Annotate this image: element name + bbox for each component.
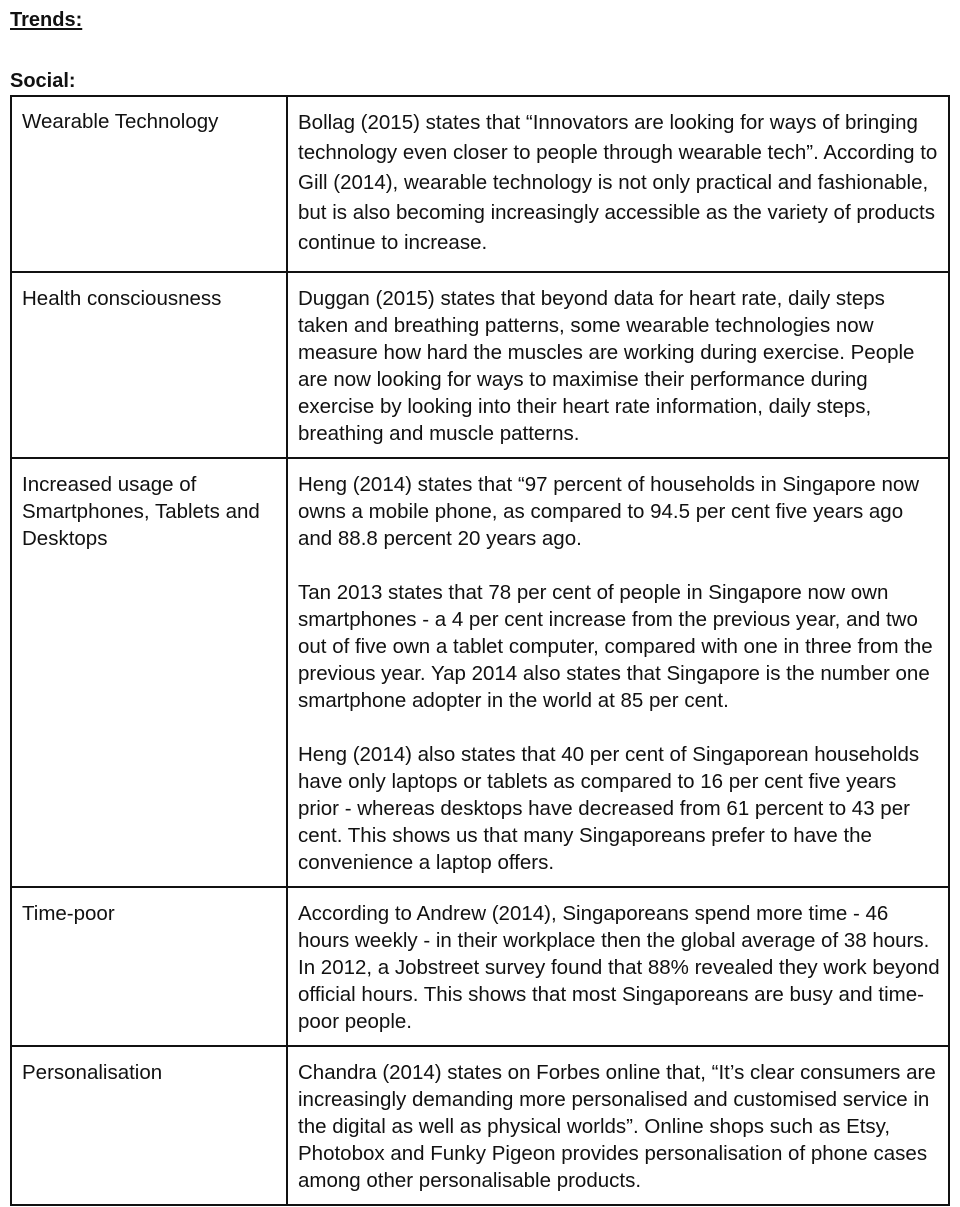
trend-label: Wearable Technology [11, 96, 287, 272]
table-row-health-consciousness [11, 272, 949, 458]
description-paragraph: Chandra (2014) states on Forbes online that, “It’s clear consumers are increasingly demanding more personalised and customised service in the digital as well as physical worlds”. Online shops such as Etsy, Photobox and Funky Pigeon provides personalisation of phone cases among other personalisable products. [298, 1061, 936, 1192]
description-paragraph: According to Andrew (2014), Singaporeans spend more time - 46 hours weekly - in their workplace then the global average of 38 hours. In 2012, a Jobstreet survey found that 88% revealed they work beyond official hours. This shows that most Singaporeans are busy and time-poor people. [298, 902, 940, 1033]
trend-label: Health consciousness [11, 272, 287, 458]
trend-label: Personalisation [11, 1046, 287, 1205]
table-row-wearable-technology [11, 96, 949, 272]
social-trends-table [10, 95, 950, 1206]
trend-description [287, 272, 949, 458]
trend-description [287, 1046, 949, 1205]
description-paragraph: Duggan (2015) states that beyond data for heart rate, daily steps taken and breathing patterns, some wearable technologies now measure how hard the muscles are working during exercise. People are now looking for ways to maximise their performance during exercise by looking into their heart rate information, daily steps, breathing and muscle patterns. [298, 287, 915, 445]
description-paragraph: Tan 2013 states that 78 per cent of people in Singapore now own smartphones - a 4 per cent increase from the previous year, and two out of five own a tablet computer, compared with one in three from the previous year. Yap 2014 also states that Singapore is the number one smartphone adopter in the world at 85 per cent. [298, 581, 933, 712]
description-paragraph: Bollag (2015) states that “Innovators are looking for ways of bringing technology even closer to people through wearable tech”. According to Gill (2014), wearable technology is not only practical and fashionable, but is also becoming increasingly accessible as the variety of products continue to increase. [298, 111, 938, 254]
trend-label: Increased usage of Smartphones, Tablets and Desktops [11, 458, 287, 887]
trend-description [287, 458, 949, 887]
description-paragraph: Heng (2014) also states that 40 per cent of Singaporean households have only laptops or tablets as compared to 16 per cent five years prior - whereas desktops have decreased from 61 percent to 43 per cent. This shows us that many Singaporeans prefer to have the convenience a laptop offers. [298, 743, 920, 874]
document-title: Trends: [10, 9, 83, 31]
trend-description [287, 887, 949, 1046]
table-row-time-poor [11, 887, 949, 1046]
table-row-increased-usage [11, 458, 949, 887]
table-row-personalisation [11, 1046, 949, 1205]
description-paragraph: Heng (2014) states that “97 percent of households in Singapore now owns a mobile phone, as compared to 94.5 per cent five years ago and 88.8 percent 20 years ago. [298, 473, 920, 550]
trend-label: Time-poor [11, 887, 287, 1046]
section-heading-social: Social: [10, 70, 76, 92]
trend-description [287, 96, 949, 272]
